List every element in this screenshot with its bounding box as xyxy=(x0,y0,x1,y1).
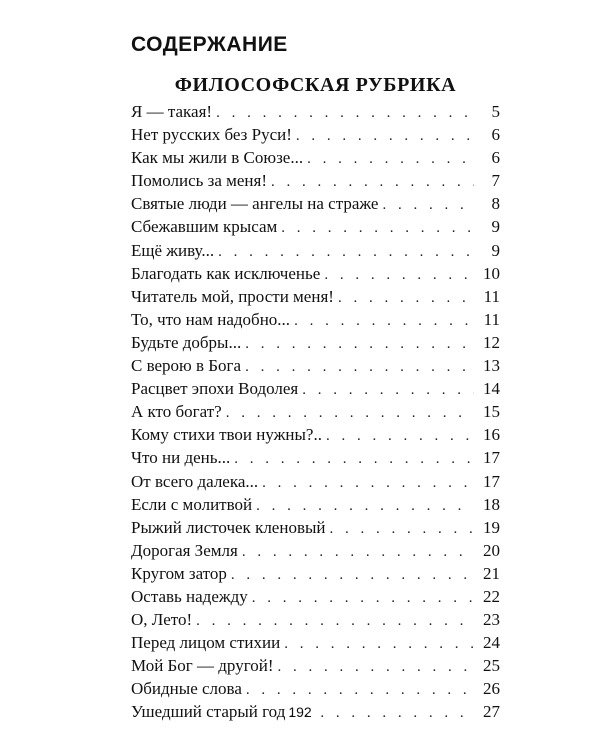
toc-entry-title: Святые люди — ангелы на страже xyxy=(131,194,379,214)
toc-dot-leader xyxy=(196,610,474,633)
toc-dot-leader xyxy=(216,102,474,125)
toc-entry-title: Кому стихи твои нужны?.. xyxy=(131,425,322,445)
toc-entry-title: От всего далека... xyxy=(131,471,259,491)
toc-entry xyxy=(131,262,500,285)
toc-entry-title: Мой Бог — другой! xyxy=(131,656,274,676)
toc-dot-leader xyxy=(242,541,474,564)
toc-dot-leader xyxy=(234,448,474,471)
toc-entry xyxy=(131,539,500,562)
page-heading: СОДЕРЖАНИЕ xyxy=(131,33,288,56)
toc-entry-page: 11 xyxy=(483,286,500,306)
toc-entry-page: 21 xyxy=(483,563,500,583)
toc-entry-title: Обидные слова xyxy=(131,679,242,699)
toc-entry-title: Помолись за меня! xyxy=(131,171,268,191)
toc-entry-title: Будьте добры... xyxy=(131,332,242,352)
toc-entry-title: Я — такая! xyxy=(131,102,213,121)
toc-entry xyxy=(131,169,500,192)
toc-dot-leader xyxy=(284,633,474,656)
toc-entry xyxy=(131,100,500,123)
toc-dot-leader xyxy=(382,194,474,217)
toc-entry-title: Благодать как исключенье xyxy=(131,263,321,283)
toc-dot-leader xyxy=(302,379,474,402)
toc-dot-leader xyxy=(256,495,474,518)
toc-entry xyxy=(131,308,500,331)
toc-entry-page: 16 xyxy=(483,425,500,445)
toc-entry xyxy=(131,239,500,262)
toc-entry-page: 22 xyxy=(483,586,500,606)
table-of-contents xyxy=(131,100,500,724)
toc-dot-leader xyxy=(296,125,474,148)
toc-entry-title: Нет русских без Руси! xyxy=(131,125,292,145)
toc-entry-title: Как мы жили в Союзе... xyxy=(131,148,304,168)
toc-dot-leader xyxy=(271,171,474,194)
toc-entry-page: 18 xyxy=(483,494,500,514)
toc-dot-leader xyxy=(252,587,474,610)
toc-entry-page: 17 xyxy=(483,471,500,491)
toc-entry-page: 12 xyxy=(483,332,500,352)
toc-entry-page: 24 xyxy=(483,633,500,653)
toc-entry-page: 15 xyxy=(483,402,500,422)
toc-dot-leader xyxy=(281,217,474,240)
toc-entry-page: 9 xyxy=(491,217,500,237)
toc-entry-title: Читатель мой, прости меня! xyxy=(131,286,334,306)
toc-entry-title: Кругом затор xyxy=(131,563,227,583)
toc-entry-title: Перед лицом стихии xyxy=(131,633,281,653)
toc-entry-title: Дорогая Земля xyxy=(131,540,238,560)
toc-dot-leader xyxy=(324,264,474,287)
toc-entry xyxy=(131,677,500,700)
toc-dot-leader xyxy=(231,564,474,587)
toc-entry xyxy=(131,215,500,238)
toc-entry xyxy=(131,192,500,215)
toc-entry xyxy=(131,446,500,469)
toc-entry-title: Что ни день... xyxy=(131,448,231,468)
toc-entry-page: 20 xyxy=(483,540,500,560)
toc-entry-title: Расцвет эпохи Водолея xyxy=(131,379,299,399)
toc-dot-leader xyxy=(338,287,474,310)
toc-entry-title: Ещё живу... xyxy=(131,240,215,260)
section-title: ФИЛОСОФСКАЯ РУБРИКА xyxy=(174,74,457,96)
toc-dot-leader xyxy=(294,310,474,333)
toc-dot-leader xyxy=(245,333,474,356)
toc-dot-leader xyxy=(326,425,474,448)
toc-entry xyxy=(131,285,500,308)
toc-entry xyxy=(131,585,500,608)
toc-entry-page: 8 xyxy=(491,194,500,214)
toc-entry-page: 7 xyxy=(491,171,500,191)
toc-entry-page: 11 xyxy=(483,309,500,329)
toc-entry-title: Оставь надежду xyxy=(131,586,248,606)
toc-entry-page: 23 xyxy=(483,610,500,630)
toc-entry-title: А кто богат? xyxy=(131,402,222,422)
toc-entry-page: 9 xyxy=(491,240,500,260)
toc-entry xyxy=(131,470,500,493)
toc-entry-page: 19 xyxy=(483,517,500,537)
page-number: 192 xyxy=(288,704,312,720)
toc-entry-page: 17 xyxy=(483,448,500,468)
toc-entry xyxy=(131,331,500,354)
toc-dot-leader xyxy=(330,518,475,541)
toc-entry xyxy=(131,654,500,677)
toc-entry-title: С верою в Бога xyxy=(131,356,242,376)
toc-dot-leader xyxy=(245,356,474,379)
toc-entry-page: 26 xyxy=(483,679,500,699)
toc-entry-title: Ушедший старый год xyxy=(131,702,286,722)
toc-entry-page: 27 xyxy=(483,702,500,722)
toc-entry xyxy=(131,562,500,585)
toc-entry xyxy=(131,608,500,631)
toc-entry-page: 6 xyxy=(491,125,500,145)
toc-entry-page: 13 xyxy=(483,356,500,376)
toc-entry-page: 14 xyxy=(483,379,500,399)
toc-dot-leader xyxy=(218,241,474,264)
toc-entry-page: 5 xyxy=(491,102,500,121)
toc-entry-page: 10 xyxy=(483,263,500,283)
toc-entry-title: Если с молитвой xyxy=(131,494,253,514)
toc-entry-page: 25 xyxy=(483,656,500,676)
toc-dot-leader xyxy=(226,402,474,425)
toc-entry-page: 6 xyxy=(491,148,500,168)
toc-entry-title: Сбежавшим крысам xyxy=(131,217,278,237)
toc-dot-leader xyxy=(246,679,474,702)
toc-entry xyxy=(131,123,500,146)
toc-entry xyxy=(131,377,500,400)
toc-entry-title: Рыжий листочек кленовый xyxy=(131,517,326,537)
toc-entry xyxy=(131,400,500,423)
toc-entry xyxy=(131,516,500,539)
toc-entry-title: О, Лето! xyxy=(131,610,193,630)
toc-entry xyxy=(131,423,500,446)
toc-dot-leader xyxy=(278,656,474,679)
toc-entry xyxy=(131,631,500,654)
toc-dot-leader xyxy=(262,472,474,495)
toc-entry xyxy=(131,493,500,516)
toc-entry-title: То, что нам надобно... xyxy=(131,309,291,329)
toc-entry xyxy=(131,354,500,377)
toc-entry xyxy=(131,146,500,169)
toc-dot-leader xyxy=(307,148,474,171)
